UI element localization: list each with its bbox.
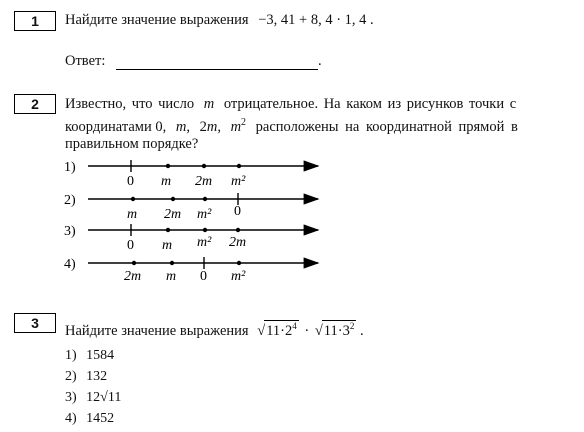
task-number-3: 3 <box>14 313 56 333</box>
task2-line3: правильном порядке? <box>65 136 199 152</box>
answer-option-label: 4) <box>65 411 77 426</box>
task2-text-b: отрицательное. На каком из рисунков точки с <box>223 96 517 112</box>
answer-option-3[interactable] <box>65 390 121 406</box>
number-line-4[interactable] <box>88 257 318 269</box>
tick-4-2: 0 <box>200 269 207 284</box>
number-line-2[interactable] <box>88 193 318 205</box>
tick-3-1: m <box>162 238 173 253</box>
option-label-3: 3) <box>64 224 76 239</box>
task1-expression: −3, 41 + 8, 4 · 1, 4 . <box>258 12 374 28</box>
tick-3-3: 2m <box>229 235 247 250</box>
answer-option-value: 1452 <box>86 411 115 426</box>
task2-text-d: расположены на координатной прямой в <box>255 118 518 135</box>
task3-prompt <box>65 320 364 340</box>
task3-prompt-text: Найдите значение выражения <box>65 322 249 339</box>
task2-coord-m2: $m^2$ <box>230 117 247 135</box>
tick-1-2: 2m <box>195 174 213 189</box>
tick-3-2: m² <box>197 235 212 250</box>
task1-prompt-text: Найдите значение выражения <box>65 12 249 28</box>
task2-coord-m: m <box>175 118 187 135</box>
tick-2-1: 2m <box>164 207 182 222</box>
task2-var-m: m <box>203 96 215 112</box>
task2-text-a: Известно, что число <box>65 96 195 112</box>
answer-dot: . <box>318 53 322 69</box>
task3-expression: $√11\cdot 2^4 \cdot √11\cdot 3^2$ . <box>257 321 364 339</box>
answer-option-value: 12√11 <box>86 390 122 405</box>
tick-3-0: 0 <box>127 238 134 253</box>
tick-1-0: 0 <box>127 174 134 189</box>
answer-option-4[interactable] <box>65 411 114 427</box>
task2-coord-2m: 2m, <box>199 118 221 135</box>
number-line-1[interactable] <box>88 160 318 172</box>
tick-4-3: m² <box>231 269 246 284</box>
tick-1-1: m <box>161 174 172 189</box>
tick-2-2: m² <box>197 207 212 222</box>
answer-option-value: 1584 <box>86 348 115 363</box>
option-label-2: 2) <box>64 193 76 208</box>
option-label-1: 1) <box>64 160 76 175</box>
task2-line2: координатами 0, m, 2m, $m^2$ расположены на координатной прямой в <box>65 117 518 135</box>
option-label-4: 4) <box>64 257 76 272</box>
tick-2-0: m <box>127 207 138 222</box>
answer-option-label: 3) <box>65 390 77 405</box>
task2-text-c: координатами 0, <box>65 118 167 135</box>
tick-4-0: 2m <box>124 269 142 284</box>
answer-label: Ответ: <box>65 53 106 69</box>
answer-option-1[interactable] <box>65 348 114 364</box>
tick-1-3: m² <box>231 174 246 189</box>
answer-option-value: 132 <box>86 369 108 384</box>
answer-option-2[interactable] <box>65 369 107 385</box>
tick-4-1: m <box>166 269 177 284</box>
task-number-2: 2 <box>14 94 56 114</box>
answer-option-label: 2) <box>65 369 77 384</box>
tick-2-3: 0 <box>234 204 241 219</box>
answer-option-label: 1) <box>65 348 77 363</box>
task-number-1: 1 <box>14 11 56 31</box>
